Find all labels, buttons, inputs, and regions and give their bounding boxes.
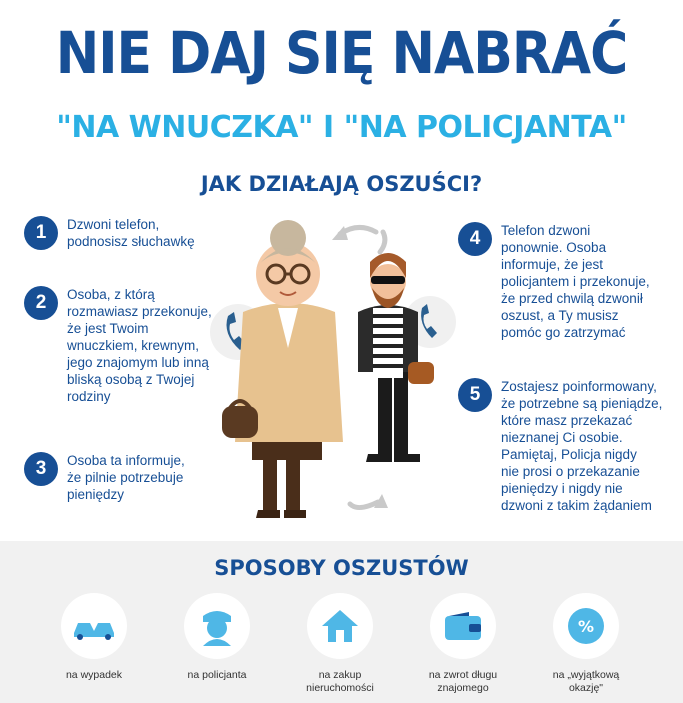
step-1 [24, 216, 195, 250]
step-text: Osoba ta informuje, że pilnie potrzebuje pieniędzy [67, 453, 185, 502]
step-4 [458, 222, 650, 341]
svg-text:%: % [577, 617, 595, 636]
step-3 [24, 452, 185, 503]
method-debt [403, 593, 523, 695]
step-text: Dzwoni telefon, podnosisz słuchawkę [67, 217, 195, 249]
step-2 [24, 286, 212, 405]
step-number: 4 [458, 222, 492, 256]
method-label: na zwrot długu znajomego [428, 669, 498, 694]
step-text: Osoba, z którą rozmawiasz przekonuje, że jest Twoim wnuczkiem, krewnym, jego znajomym lub inną bliską osobą z Twojej rodziny [67, 287, 212, 404]
method-label: na wypadek [65, 669, 123, 681]
method-police [157, 593, 277, 682]
step-number: 2 [24, 286, 58, 320]
step-text: Zostajesz poinformowany, że potrzebne są pieniądze, które masz przekazać nieznanej Ci osobie. Pamiętaj, Policja nigdy nie prosi o przekazanie pieniędzy i nigdy nie dzwoni z takim żądaniem [501, 379, 663, 513]
house-icon [307, 593, 373, 659]
wallet-icon [430, 593, 496, 659]
step-5 [458, 378, 662, 514]
step-text: Telefon dzwoni ponownie. Osoba informuje, że jest policjantem i przekonuje, że przed chwilą dzwonił oszust, a Ty musisz pomóc go zatrzymać [501, 223, 650, 340]
methods-title: SPOSOBY OSZUSTÓW [214, 556, 469, 580]
method-label: na policjanta [187, 669, 247, 681]
page-subtitle: "NA WNUCZKA" I "NA POLICJANTA" [56, 110, 627, 145]
step-number: 3 [24, 452, 58, 486]
step-number: 1 [24, 216, 58, 250]
car-crash-icon [61, 593, 127, 659]
grandma-figure [222, 220, 343, 518]
percent-badge-icon [553, 593, 619, 659]
scam-illustration [208, 212, 458, 530]
step-number: 5 [458, 378, 492, 412]
method-label: na „wyjątkową okazję" [552, 669, 620, 694]
method-special-offer [526, 593, 646, 695]
section-title: JAK DZIAŁAJĄ OSZUŚCI? [200, 172, 483, 196]
method-accident [34, 593, 154, 682]
scammer-figure [358, 253, 434, 462]
method-label: na zakup nieruchomości [306, 669, 374, 694]
page-title: NIE DAJ SIĘ NABRAĆ [55, 20, 628, 88]
method-real-estate [280, 593, 400, 695]
police-officer-icon [184, 593, 250, 659]
